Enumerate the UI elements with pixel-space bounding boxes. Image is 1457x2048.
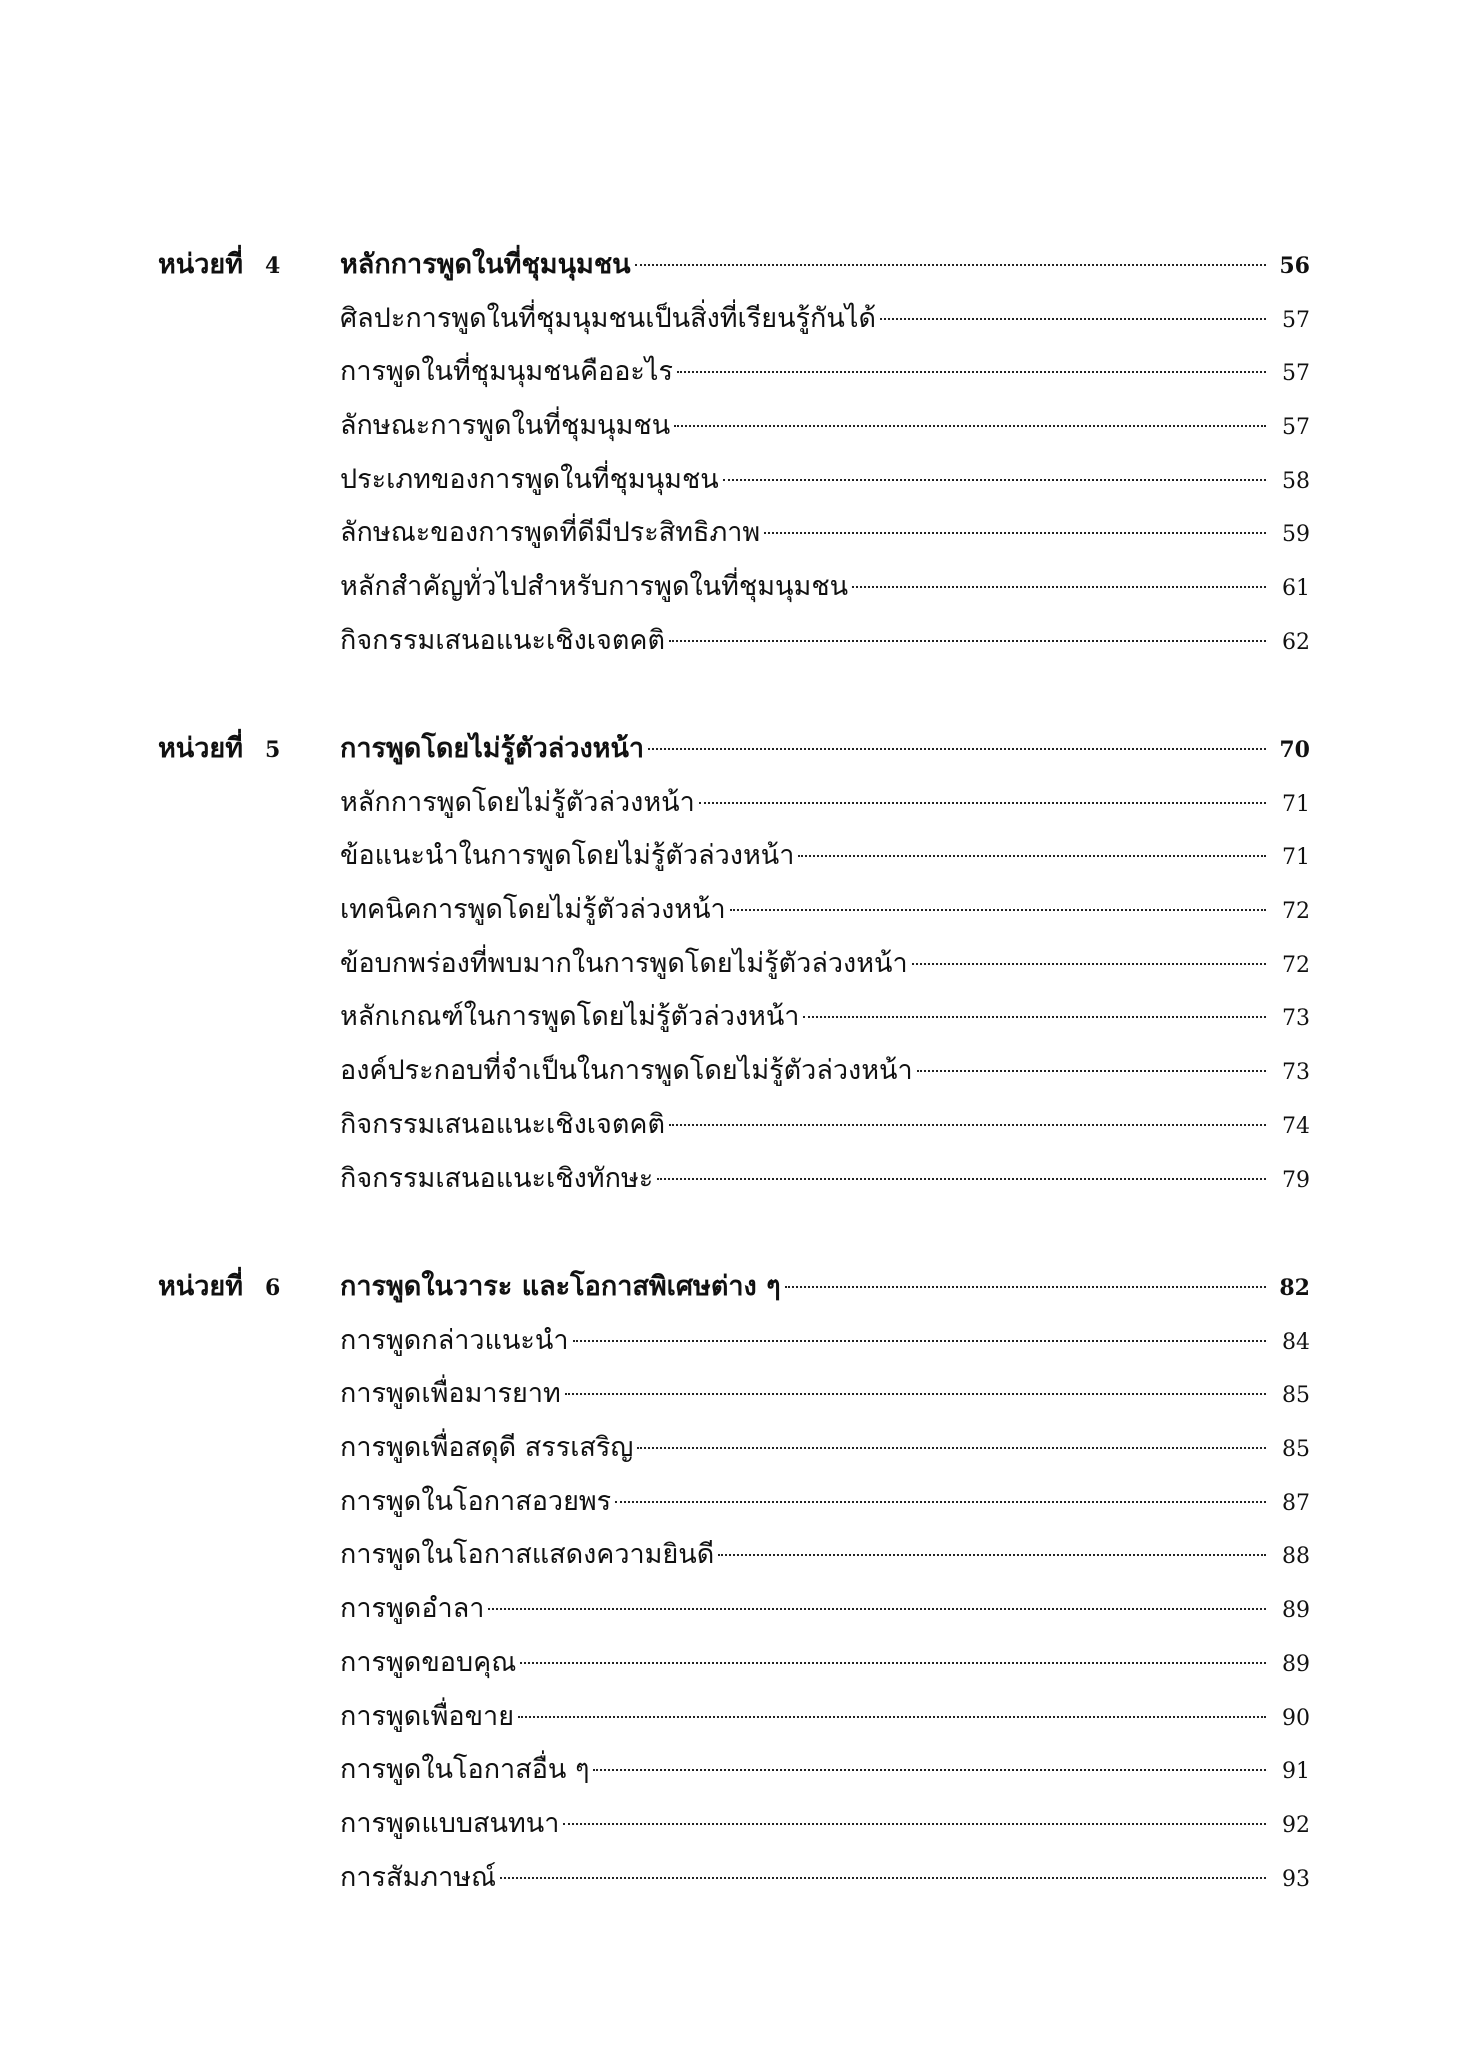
- toc-entry-title: การพูดในโอกาสอวยพร: [340, 1485, 612, 1517]
- toc-entry[interactable]: [340, 937, 1310, 991]
- toc-entry[interactable]: [340, 506, 1310, 560]
- toc-entry-title: องค์ประกอบที่จำเป็นในการพูดโดยไม่รู้ตัวล่วงหน้า: [340, 1055, 913, 1087]
- toc-entry-title: การพูดในโอกาสอื่น ๆ: [340, 1754, 590, 1786]
- toc-entry-page: 93: [1282, 1866, 1310, 1892]
- toc-entry-page: 74: [1282, 1113, 1310, 1139]
- dot-leader: [635, 264, 1266, 266]
- toc-unit-heading[interactable]: [340, 1260, 1310, 1314]
- toc-entry-page: 72: [1282, 952, 1310, 978]
- toc-entry[interactable]: [340, 990, 1310, 1044]
- toc-entry-page: 58: [1282, 468, 1310, 494]
- toc-entry-page: 89: [1282, 1598, 1310, 1624]
- unit-number: 6: [265, 1275, 281, 1301]
- toc-entry[interactable]: [340, 829, 1310, 883]
- toc-entry-title: การพูดอำลา: [340, 1593, 485, 1625]
- toc-entry-title: การพูดกล่าวแนะนำ: [340, 1324, 569, 1356]
- dot-leader: [518, 1716, 1266, 1718]
- toc-entry[interactable]: [340, 1690, 1310, 1744]
- toc-entry-title: หลักเกณฑ์ในการพูดโดยไม่รู้ตัวล่วงหน้า: [340, 1001, 800, 1033]
- toc-entry[interactable]: [340, 1152, 1310, 1206]
- toc-entry-title: การพูดเพื่อมารยาท: [340, 1378, 561, 1410]
- toc-entry-page: 90: [1282, 1705, 1310, 1731]
- toc-entry-page: 84: [1282, 1329, 1310, 1355]
- dot-leader: [669, 1124, 1266, 1126]
- dot-leader: [917, 1070, 1266, 1072]
- toc-entry[interactable]: [340, 1636, 1310, 1690]
- toc-entry-page: 59: [1282, 522, 1310, 548]
- toc-entry-page: 57: [1282, 415, 1310, 441]
- dot-leader: [520, 1662, 1266, 1664]
- dot-leader: [648, 748, 1266, 750]
- dot-leader: [912, 963, 1266, 965]
- toc-unit-heading[interactable]: [340, 238, 1310, 292]
- dot-leader: [730, 909, 1266, 911]
- toc-entry[interactable]: [340, 1582, 1310, 1636]
- unit-number: 5: [265, 737, 281, 763]
- toc-entry-page: 79: [1282, 1167, 1310, 1193]
- toc-entry-page: 87: [1282, 1490, 1310, 1516]
- dot-leader: [488, 1608, 1266, 1610]
- toc-entry-title: กิจกรรมเสนอแนะเชิงทักษะ: [340, 1162, 654, 1194]
- toc-entry-title: การพูดเพื่อสดุดี สรรเสริญ: [340, 1432, 634, 1464]
- toc-entry-page: 85: [1282, 1437, 1310, 1463]
- toc-entry-title: ลักษณะของการพูดที่ดีมีประสิทธิภาพ: [340, 517, 761, 549]
- unit-label: [158, 238, 280, 293]
- toc-entry-page: 73: [1282, 1060, 1310, 1086]
- dot-leader: [657, 1178, 1266, 1180]
- dot-leader: [718, 1554, 1266, 1556]
- dot-leader: [500, 1877, 1266, 1879]
- toc-list: [340, 238, 1310, 668]
- dot-leader: [852, 586, 1266, 588]
- toc-entry-page: 88: [1282, 1544, 1310, 1570]
- toc-entry[interactable]: [340, 1743, 1310, 1797]
- dot-leader: [593, 1769, 1266, 1771]
- toc-entry[interactable]: [340, 1314, 1310, 1368]
- toc-entry[interactable]: [340, 1421, 1310, 1475]
- toc-entry-page: 61: [1282, 576, 1310, 602]
- toc-entry-page: 70: [1279, 737, 1310, 763]
- toc-entry-title: การพูดในวาระ และโอกาสพิเศษต่าง ๆ: [340, 1271, 781, 1302]
- toc-entry-page: 89: [1282, 1651, 1310, 1677]
- toc-list: [340, 1260, 1310, 1904]
- toc-entry[interactable]: [340, 1475, 1310, 1529]
- toc-entry-title: การพูดในโอกาสแสดงความยินดี: [340, 1539, 715, 1571]
- toc-entry-title: หลักสำคัญทั่วไปสำหรับการพูดในที่ชุมนุมชน: [340, 571, 849, 603]
- unit-label: [158, 1260, 280, 1315]
- toc-entry-title: เทคนิคการพูดโดยไม่รู้ตัวล่วงหน้า: [340, 894, 726, 926]
- toc-entry-title: ลักษณะการพูดในที่ชุมนุมชน: [340, 410, 671, 442]
- toc-entry-title: ข้อบกพร่องที่พบมากในการพูดโดยไม่รู้ตัวล่วงหน้า: [340, 947, 908, 979]
- toc-entry[interactable]: [340, 1797, 1310, 1851]
- toc-entry-page: 57: [1282, 361, 1310, 387]
- toc-entry[interactable]: [340, 1098, 1310, 1152]
- toc-entry[interactable]: [340, 345, 1310, 399]
- dot-leader: [699, 802, 1266, 804]
- dot-leader: [803, 1016, 1266, 1018]
- dot-leader: [637, 1447, 1266, 1449]
- dot-leader: [723, 479, 1266, 481]
- toc-entry[interactable]: [340, 614, 1310, 668]
- toc-entry-title: ประเภทของการพูดในที่ชุมนุมชน: [340, 463, 719, 495]
- toc-entry-page: 56: [1279, 253, 1310, 279]
- toc-entry[interactable]: [340, 292, 1310, 346]
- dot-leader: [677, 371, 1266, 373]
- dot-leader: [785, 1286, 1266, 1288]
- dot-leader: [880, 318, 1266, 320]
- dot-leader: [565, 1393, 1266, 1395]
- toc-entry-page: 72: [1282, 899, 1310, 925]
- toc-entry-page: 91: [1282, 1759, 1310, 1785]
- toc-entry[interactable]: [340, 399, 1310, 453]
- toc-entry-title: การพูดโดยไม่รู้ตัวล่วงหน้า: [340, 733, 645, 764]
- toc-entry-title: การพูดเพื่อขาย: [340, 1700, 515, 1732]
- toc-entry-page: 85: [1282, 1383, 1310, 1409]
- toc-entry[interactable]: [340, 560, 1310, 614]
- toc-entry-page: 71: [1282, 845, 1310, 871]
- toc-entry[interactable]: [340, 1528, 1310, 1582]
- toc-entry-title: หลักการพูดในที่ชุมนุมชน: [340, 249, 631, 280]
- toc-entry-title: การพูดขอบคุณ: [340, 1646, 517, 1678]
- toc-entry-page: 57: [1282, 307, 1310, 333]
- dot-leader: [674, 425, 1266, 427]
- toc-entry-page: 92: [1282, 1812, 1310, 1838]
- toc-entry-page: 82: [1279, 1275, 1310, 1301]
- unit-label-text: หน่วยที่: [158, 733, 244, 764]
- toc-entry-page: 71: [1282, 791, 1310, 817]
- toc-entry[interactable]: [340, 1851, 1310, 1905]
- unit-number: 4: [265, 253, 281, 279]
- toc-entry-title: การสัมภาษณ์: [340, 1861, 497, 1893]
- toc-entry-title: กิจกรรมเสนอแนะเชิงเจตคติ: [340, 1108, 665, 1140]
- unit-label-text: หน่วยที่: [158, 1271, 244, 1302]
- toc-unit-heading[interactable]: [340, 722, 1310, 776]
- toc-entry[interactable]: [340, 883, 1310, 937]
- toc-entry-title: ศิลปะการพูดในที่ชุมนุมชนเป็นสิ่งที่เรียนรู้กันได้: [340, 302, 876, 334]
- toc-entry-page: 73: [1282, 1006, 1310, 1032]
- toc-list: [340, 722, 1310, 1205]
- toc-entry-title: หลักการพูดโดยไม่รู้ตัวล่วงหน้า: [340, 786, 695, 818]
- toc-entry[interactable]: [340, 453, 1310, 507]
- toc-entry-title: ข้อแนะนำในการพูดโดยไม่รู้ตัวล่วงหน้า: [340, 840, 795, 872]
- toc-entry-title: กิจกรรมเสนอแนะเชิงเจตคติ: [340, 624, 665, 656]
- dot-leader: [615, 1501, 1266, 1503]
- toc-entry[interactable]: [340, 1367, 1310, 1421]
- toc-entry[interactable]: [340, 776, 1310, 830]
- toc-entry[interactable]: [340, 1044, 1310, 1098]
- toc-entry-page: 62: [1282, 629, 1310, 655]
- toc-entry-title: การพูดแบบสนทนา: [340, 1807, 560, 1839]
- toc-entry-title: การพูดในที่ชุมนุมชนคืออะไร: [340, 356, 674, 388]
- dot-leader: [764, 532, 1266, 534]
- unit-label-text: หน่วยที่: [158, 249, 244, 280]
- dot-leader: [563, 1823, 1266, 1825]
- dot-leader: [573, 1340, 1266, 1342]
- dot-leader: [669, 640, 1266, 642]
- dot-leader: [798, 855, 1266, 857]
- unit-label: [158, 722, 280, 777]
